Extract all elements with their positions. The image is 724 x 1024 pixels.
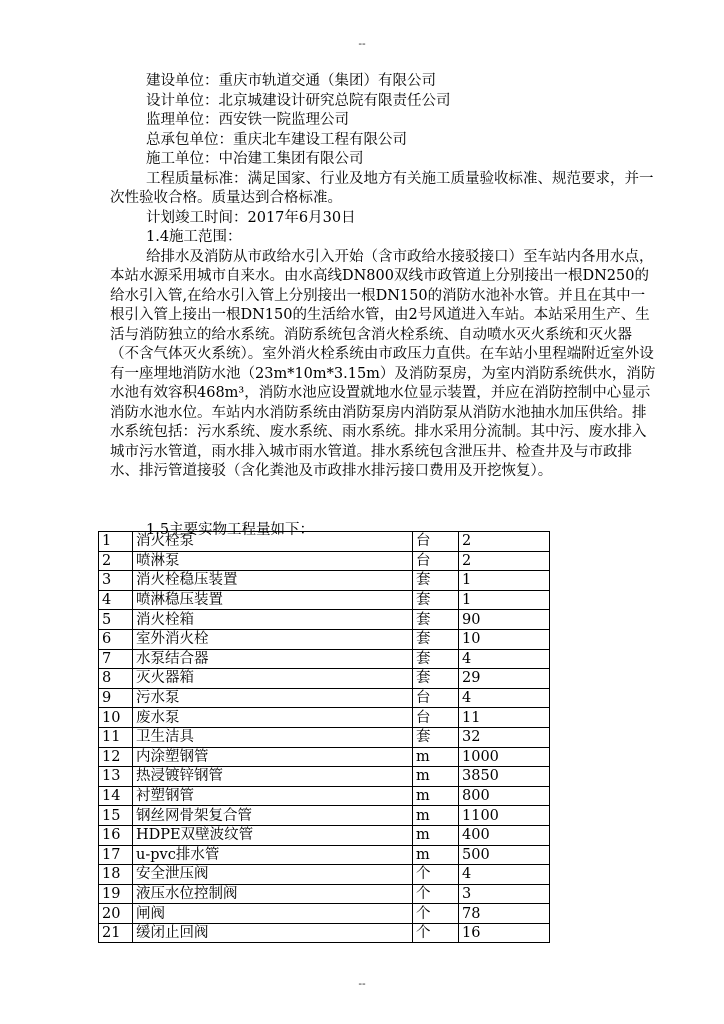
table-row	[99, 629, 550, 649]
row-number-cell: 21	[99, 923, 133, 943]
unit-cell: 套	[413, 590, 459, 610]
supervisor-line: 监理单位：西安铁一院监理公司	[146, 112, 349, 128]
item-name-cell: 闸阀	[133, 904, 413, 924]
unit-cell: 个	[413, 884, 459, 904]
item-name-cell: 卫生洁具	[133, 727, 413, 747]
item-name-cell: 污水泵	[133, 688, 413, 708]
unit-cell: 套	[413, 629, 459, 649]
table-row	[99, 727, 550, 747]
quantity-cell: 1	[459, 590, 550, 610]
row-number-cell: 1	[99, 532, 133, 552]
unit-cell: m	[413, 767, 459, 787]
row-number-cell: 20	[99, 904, 133, 924]
table-row	[99, 786, 550, 806]
quantity-cell: 3850	[459, 767, 550, 787]
unit-cell: 套	[413, 571, 459, 591]
item-name-cell: 喷淋稳压装置	[133, 590, 413, 610]
row-number-cell: 2	[99, 551, 133, 571]
unit-cell: m	[413, 786, 459, 806]
row-number-cell: 10	[99, 708, 133, 728]
item-name-cell: 废水泵	[133, 708, 413, 728]
table-row	[99, 884, 550, 904]
scope-paragraph: 给排水及消防从市政给水引入开始（含市政给水接驳接口）至车站内各用水点，本站水源采用城市自来水。由水高线DN800双线市政管道上分别接出一根DN250的给水引入管,在给水引入管上分别接出一根DN150的消防水池补水管。并且在其中一根引入管上接出一根DN150的生活给水管，由2号风道进入车站。本站采用生产、生活与消防独立的给水系统。消防系统包含消火栓系统、自动喷水灭火系统和灭火器（不含气体灭火系统）。室外消火栓系统由市政压力直供。在车站小里程端附近室外设有一座埋地消防水池（23m*10m*3.15m）及消防泵房，为室内消防系统供水，消防水池有效容积468m³，消防水池应设置就地水位显示装置，并应在消防控制中心显示消防水池水位。车站内水消防系统由消防泵房内消防泵从消防水池抽水加压供给。排水系统包括：污水系统、废水系统、雨水系统。排水采用分流制。其中污、废水排入城市污水管道，雨水排入城市雨水管道。排水系统包含泄压井、检查井及与市政排水、排污管道接驳（含化粪池及市政排水排污接口费用及开挖恢复）。	[110, 248, 656, 479]
quantity-cell: 400	[459, 825, 550, 845]
row-number-cell: 3	[99, 571, 133, 591]
quantities-table	[98, 531, 550, 943]
quantity-cell: 10	[459, 629, 550, 649]
unit-cell: m	[413, 747, 459, 767]
page-bottom-marker: --	[358, 978, 366, 990]
quantity-cell: 4	[459, 649, 550, 669]
item-name-cell: 钢丝网骨架复合管	[133, 806, 413, 826]
builder-line: 建设单位：重庆市轨道交通（集团）有限公司	[146, 73, 436, 89]
row-number-cell: 15	[99, 806, 133, 826]
row-number-cell: 14	[99, 786, 133, 806]
quantity-cell: 1	[459, 571, 550, 591]
item-name-cell: u-pvc排水管	[133, 845, 413, 865]
quantity-cell: 4	[459, 865, 550, 885]
table-row	[99, 590, 550, 610]
unit-cell: 套	[413, 727, 459, 747]
row-number-cell: 7	[99, 649, 133, 669]
table-row	[99, 669, 550, 689]
item-name-cell: 室外消火栓	[133, 629, 413, 649]
row-number-cell: 5	[99, 610, 133, 630]
item-name-cell: 喷淋泵	[133, 551, 413, 571]
quantity-cell: 3	[459, 884, 550, 904]
unit-cell: 台	[413, 708, 459, 728]
table-row	[99, 845, 550, 865]
unit-cell: 台	[413, 688, 459, 708]
table-row	[99, 865, 550, 885]
quantities-heading: 1.5主要实物工程量如下：	[146, 521, 315, 538]
quantity-cell: 32	[459, 727, 550, 747]
unit-cell: m	[413, 806, 459, 826]
table-row	[99, 767, 550, 787]
table-row	[99, 747, 550, 767]
quantity-cell: 29	[459, 669, 550, 689]
table-row	[99, 532, 550, 552]
document-body	[110, 72, 658, 540]
item-name-cell: HDPE双壁波纹管	[133, 825, 413, 845]
item-name-cell: 内涂塑钢管	[133, 747, 413, 767]
row-number-cell: 13	[99, 767, 133, 787]
unit-cell: 套	[413, 669, 459, 689]
item-name-cell: 灭火器箱	[133, 669, 413, 689]
table-row	[99, 708, 550, 728]
item-name-cell: 热浸镀锌钢管	[133, 767, 413, 787]
unit-cell: 台	[413, 532, 459, 552]
quantity-cell: 78	[459, 904, 550, 924]
quantity-cell: 90	[459, 610, 550, 630]
row-number-cell: 17	[99, 845, 133, 865]
item-name-cell: 消火栓泵	[133, 532, 413, 552]
quantity-cell: 16	[459, 923, 550, 943]
row-number-cell: 4	[99, 590, 133, 610]
item-name-cell: 安全泄压阀	[133, 865, 413, 885]
quantities-table-body	[99, 532, 550, 943]
row-number-cell: 11	[99, 727, 133, 747]
table-row	[99, 571, 550, 591]
row-number-cell: 12	[99, 747, 133, 767]
general-contractor-line: 总承包单位：重庆北车建设工程有限公司	[146, 131, 407, 148]
item-name-cell: 水泵结合器	[133, 649, 413, 669]
designer-line: 设计单位：北京城建设计研究总院有限责任公司	[146, 92, 451, 109]
table-row	[99, 904, 550, 924]
quantity-cell: 500	[459, 845, 550, 865]
constructor-line: 施工单位：中冶建工集团有限公司	[146, 151, 364, 167]
unit-cell: 个	[413, 904, 459, 924]
row-number-cell: 8	[99, 669, 133, 689]
quantity-cell: 1000	[459, 747, 550, 767]
table-row	[99, 806, 550, 826]
item-name-cell: 液压水位控制阀	[133, 884, 413, 904]
unit-cell: 个	[413, 865, 459, 885]
unit-cell: 个	[413, 923, 459, 943]
item-name-cell: 消火栓箱	[133, 610, 413, 630]
item-name-cell: 衬塑钢管	[133, 786, 413, 806]
unit-cell: m	[413, 845, 459, 865]
quantity-cell: 11	[459, 708, 550, 728]
unit-cell: 台	[413, 551, 459, 571]
row-number-cell: 16	[99, 825, 133, 845]
unit-cell: 套	[413, 610, 459, 630]
table-row	[99, 551, 550, 571]
page-top-marker: --	[358, 38, 366, 50]
unit-cell: m	[413, 825, 459, 845]
item-name-cell: 消火栓稳压装置	[133, 571, 413, 591]
row-number-cell: 6	[99, 629, 133, 649]
table-row	[99, 923, 550, 943]
table-row	[99, 825, 550, 845]
item-name-cell: 缓闭止回阀	[133, 923, 413, 943]
table-row	[99, 610, 550, 630]
quantity-cell: 1100	[459, 806, 550, 826]
unit-cell: 套	[413, 649, 459, 669]
table-row	[99, 649, 550, 669]
table-row	[99, 688, 550, 708]
quality-standard-paragraph: 工程质量标准：满足国家、行业及地方有关施工质量验收标准、规范要求，并一次性验收合格。质量达到合格标准。	[110, 170, 654, 206]
quantity-cell: 800	[459, 786, 550, 806]
quantity-cell: 2	[459, 532, 550, 552]
row-number-cell: 9	[99, 688, 133, 708]
row-number-cell: 18	[99, 865, 133, 885]
quantity-cell: 2	[459, 551, 550, 571]
row-number-cell: 19	[99, 884, 133, 904]
quantity-cell: 4	[459, 688, 550, 708]
planned-completion-line: 计划竣工时间：2017年6月30日	[146, 209, 356, 226]
scope-heading: 1.4施工范围：	[146, 229, 242, 245]
